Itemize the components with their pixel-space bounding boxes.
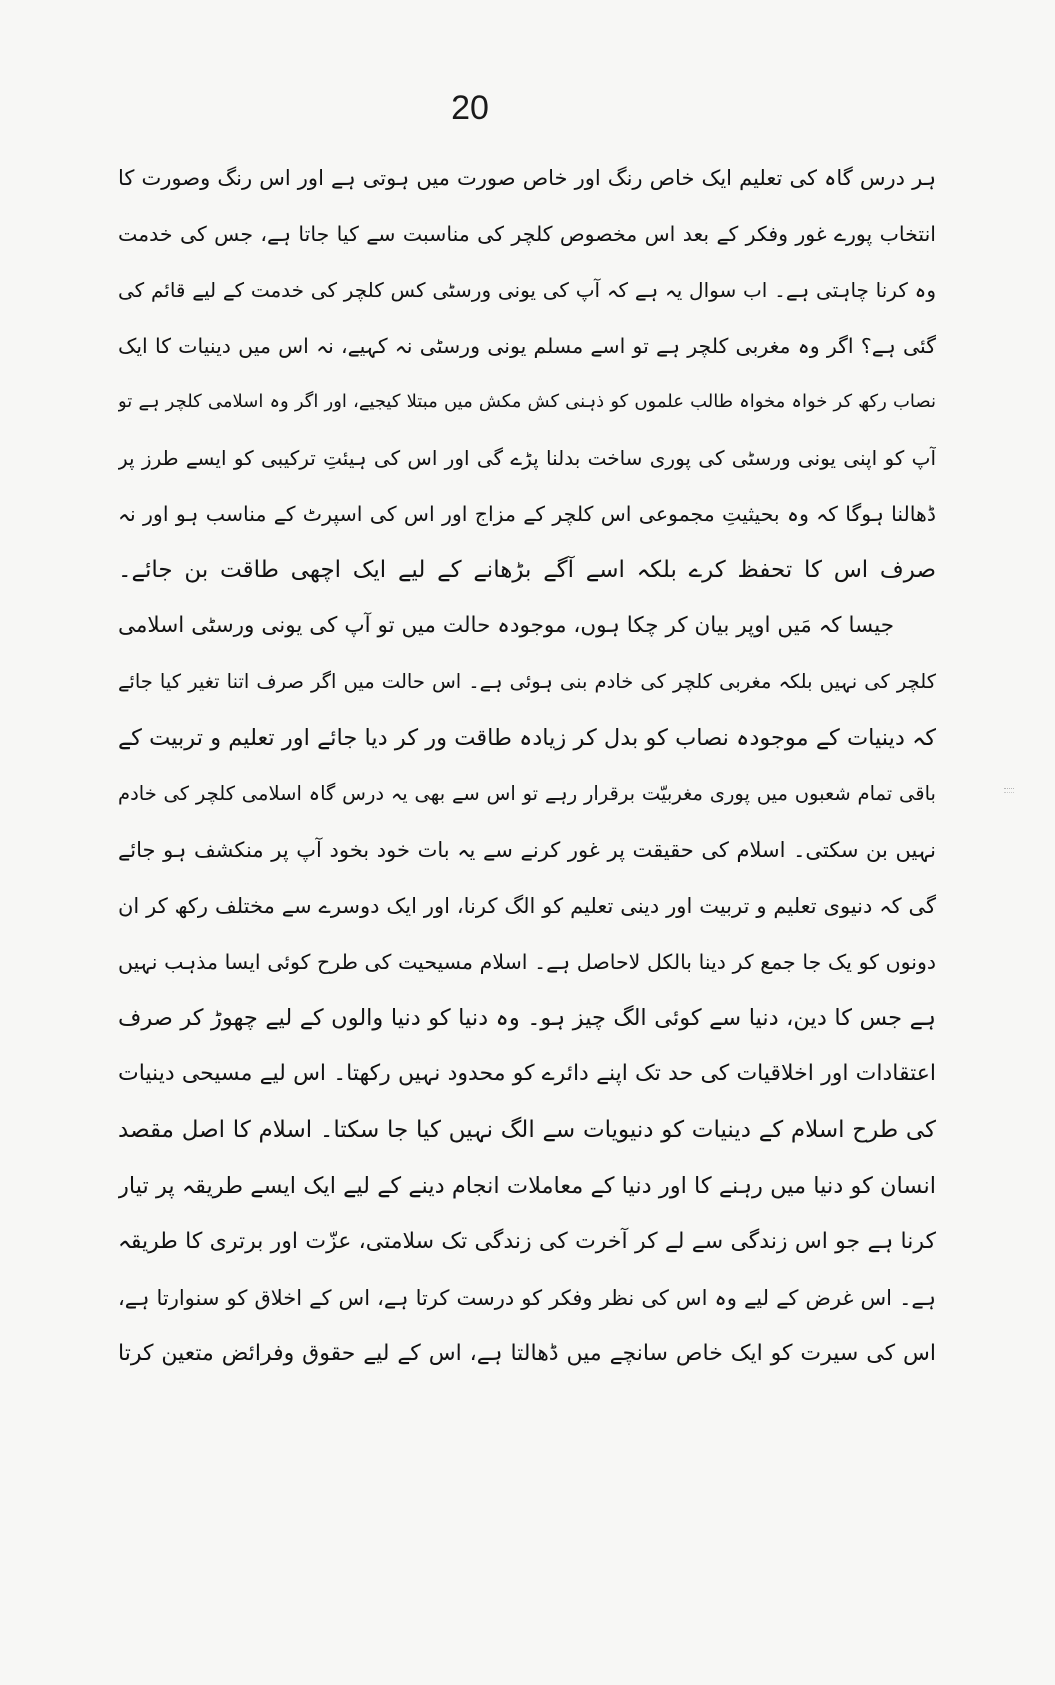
text-line-content: اس کی سیرت کو ایک خاص سانچے میں ڈھالتا ہے، اس کے لیے حقوق وفرائض متعین کرتا bbox=[118, 1341, 936, 1366]
text-line-content: اعتقادات اور اخلاقیات کی حد تک اپنے دائرے کو محدود نہیں رکھتا۔ اس لیے مسیحی دینیات bbox=[118, 1061, 936, 1086]
text-line bbox=[118, 1270, 936, 1326]
text-line-content: گئی ہے؟ اگر وہ مغربی کلچر ہے تو اسے مسلم یونی ورسٹی نہ کہیے، نہ اس میں دینیات کا ایک bbox=[118, 334, 936, 358]
text-line-content: جیسا کہ مَیں اوپر بیان کر چکا ہوں، موجودہ حالت میں تو آپ کی یونی ورسٹی اسلامی bbox=[118, 613, 894, 638]
text-line bbox=[118, 1214, 936, 1270]
text-line bbox=[118, 934, 936, 990]
paragraph-2 bbox=[118, 598, 936, 1382]
text-line bbox=[118, 1158, 936, 1214]
text-line-content: باقی تمام شعبوں میں پوری مغربیّت برقرار رہے تو اس سے بھی یہ درس گاہ اسلامی کلچر کی خادم bbox=[118, 782, 936, 805]
text-line bbox=[118, 654, 936, 710]
text-line-content: ہر درس گاہ کی تعلیم ایک خاص رنگ اور خاص صورت میں ہوتی ہے اور اس رنگ وصورت کا bbox=[118, 166, 936, 190]
body-text bbox=[118, 150, 936, 1382]
text-line bbox=[118, 1046, 936, 1102]
text-line-content: گی کہ دنیوی تعلیم و تربیت اور دینی تعلیم کو الگ کرنا، اور ایک دوسرے سے مختلف رکھ کر ان bbox=[118, 894, 936, 918]
text-line bbox=[118, 990, 936, 1046]
text-line bbox=[118, 822, 936, 878]
text-line-content: کلچر کی نہیں بلکہ مغربی کلچر کی خادم بنی ہوئی ہے۔ اس حالت میں اگر صرف اتنا تغیر کیا جائے bbox=[118, 670, 936, 693]
text-line-content: انتخاب پورے غور وفکر کے بعد اس مخصوص کلچر کی مناسبت سے کیا جاتا ہے، جس کی خدمت bbox=[118, 222, 936, 246]
text-line bbox=[118, 766, 936, 822]
text-line bbox=[118, 878, 936, 934]
scan-speck bbox=[1004, 788, 1014, 793]
text-line bbox=[118, 374, 936, 430]
text-line bbox=[118, 150, 936, 206]
text-line bbox=[118, 1102, 936, 1158]
text-line bbox=[118, 318, 936, 374]
text-line-content: نصاب رکھ کر خواہ مخواہ طالب علموں کو ذہنی کش مکش میں مبتلا کیجیے، اور اگر وہ اسلامی کلچر ہے تو bbox=[118, 391, 936, 412]
text-line bbox=[118, 542, 936, 598]
text-line bbox=[118, 598, 936, 654]
text-line-content: دونوں کو یک جا جمع کر دینا بالکل لاحاصل ہے۔ اسلام مسیحیت کی طرح کوئی ایسا مذہب نہیں bbox=[118, 950, 936, 974]
text-line-content: کی طرح اسلام کے دینیات کو دنیویات سے الگ نہیں کیا جا سکتا۔ اسلام کا اصل مقصد bbox=[118, 1117, 936, 1143]
text-line-content: نہیں بن سکتی۔ اسلام کی حقیقت پر غور کرنے سے یہ بات خود بخود آپ پر منکشف ہو جائے bbox=[118, 838, 936, 862]
text-line-content: کہ دینیات کے موجودہ نصاب کو بدل کر زیادہ طاقت ور کر دیا جائے اور تعلیم و تربیت کے bbox=[118, 725, 936, 751]
text-line-content: ہے جس کا دین، دنیا سے کوئی الگ چیز ہو۔ وہ دنیا کو دنیا والوں کے لیے چھوڑ کر صرف bbox=[118, 1005, 936, 1031]
text-line-content: آپ کو اپنی یونی ورسٹی کی پوری ساخت بدلنا پڑے گی اور اس کی ہیئتِ ترکیبی کو ایسے طرز پر bbox=[118, 446, 936, 470]
text-line bbox=[118, 206, 936, 262]
text-line-content: ہے۔ اس غرض کے لیے وہ اس کی نظر وفکر کو درست کرتا ہے، اس کے اخلاق کو سنوارتا ہے، bbox=[118, 1286, 936, 1310]
text-line-content: صرف اس کا تحفظ کرے بلکہ اسے آگے بڑھانے کے لیے ایک اچھی طاقت بن جائے۔ bbox=[118, 557, 936, 583]
text-line-content: ڈھالنا ہوگا کہ وہ بحیثیتِ مجموعی اس کلچر کے مزاج اور اس کی اسپرٹ کے مناسب ہو اور نہ bbox=[118, 502, 936, 526]
text-line bbox=[118, 1326, 936, 1382]
text-line bbox=[118, 430, 936, 486]
page-number: 20 bbox=[451, 89, 489, 127]
text-line-content: وہ کرنا چاہتی ہے۔ اب سوال یہ ہے کہ آپ کی یونی ورسٹی کس کلچر کی خدمت کے لیے قائم کی bbox=[118, 278, 936, 302]
text-line bbox=[118, 710, 936, 766]
text-line bbox=[118, 262, 936, 318]
text-line-content: انسان کو دنیا میں رہنے کا اور دنیا کے معاملات انجام دینے کے لیے ایک ایسے طریقہ پر تیار bbox=[118, 1173, 936, 1199]
text-line-content: کرنا ہے جو اس زندگی سے لے کر آخرت کی زندگی تک سلامتی، عزّت اور برتری کا طریقہ bbox=[118, 1229, 936, 1254]
text-line bbox=[118, 486, 936, 542]
paragraph-1 bbox=[118, 150, 936, 598]
